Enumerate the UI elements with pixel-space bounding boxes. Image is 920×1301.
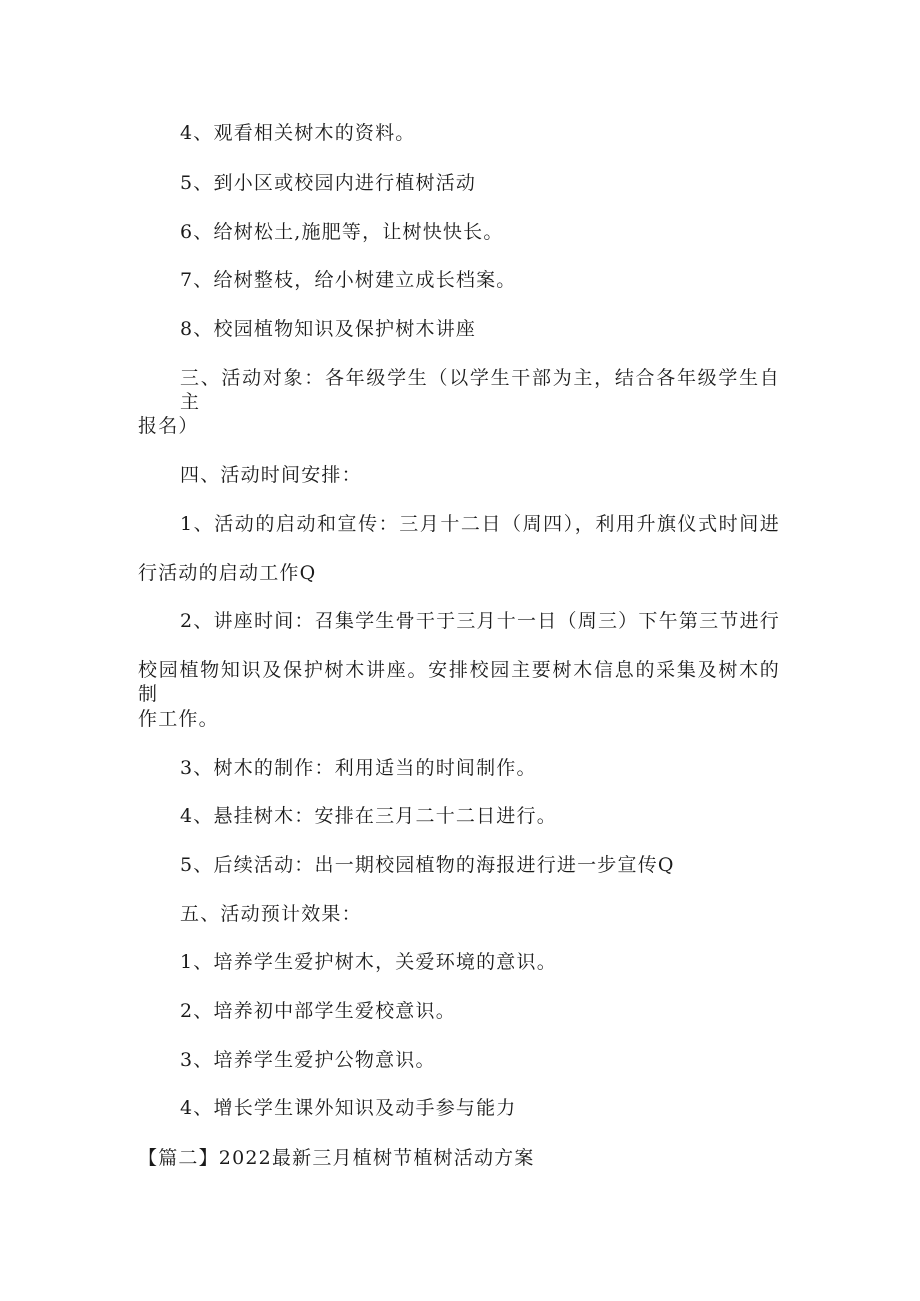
text-line: 8、校园植物知识及保护树木讲座 — [180, 318, 477, 340]
text-line: 三、活动对象：各年级学生（以学生干部为主，结合各年级学生自主 — [180, 367, 780, 413]
text-line: 4、悬挂树木：安排在三月二十二日进行。 — [180, 805, 557, 827]
text-line: 五、活动预计效果： — [180, 903, 362, 925]
text-line: 5、后续活动：出一期校园植物的海报进行进一步宣传Q — [180, 854, 675, 876]
text-line: 4、观看相关树木的资料。 — [180, 122, 416, 144]
text-line: 四、活动时间安排： — [180, 464, 362, 486]
text-line: 报名） — [138, 415, 199, 437]
text-line: 2、讲座时间：召集学生骨干于三月十一日（周三）下午第三节进行 — [180, 610, 780, 632]
text-line: 5、到小区或校园内进行植树活动 — [180, 172, 477, 194]
text-line: 1、培养学生爱护树木，关爱环境的意识。 — [180, 951, 557, 973]
text-line: 7、给树整枝，给小树建立成长档案。 — [180, 269, 517, 291]
text-line: 6、给树松土,施肥等，让树快快长。 — [180, 221, 504, 243]
text-line: 4、增长学生课外知识及动手参与能力 — [180, 1097, 517, 1119]
text-line: 2、培养初中部学生爱校意识。 — [180, 1000, 456, 1022]
text-line: 3、树木的制作：利用适当的时间制作。 — [180, 757, 537, 779]
text-line: 校园植物知识及保护树木讲座。安排校园主要树木信息的采集及树木的制 — [138, 659, 780, 705]
text-line: 作工作。 — [138, 708, 219, 730]
text-line: 1、活动的启动和宣传：三月十二日（周四），利用升旗仪式时间进 — [180, 513, 780, 535]
text-line: 行活动的启动工作Q — [138, 562, 317, 584]
text-line: 3、培养学生爱护公物意识。 — [180, 1049, 436, 1071]
section-heading: 【篇二】2022最新三月植树节植树活动方案 — [138, 1147, 535, 1169]
